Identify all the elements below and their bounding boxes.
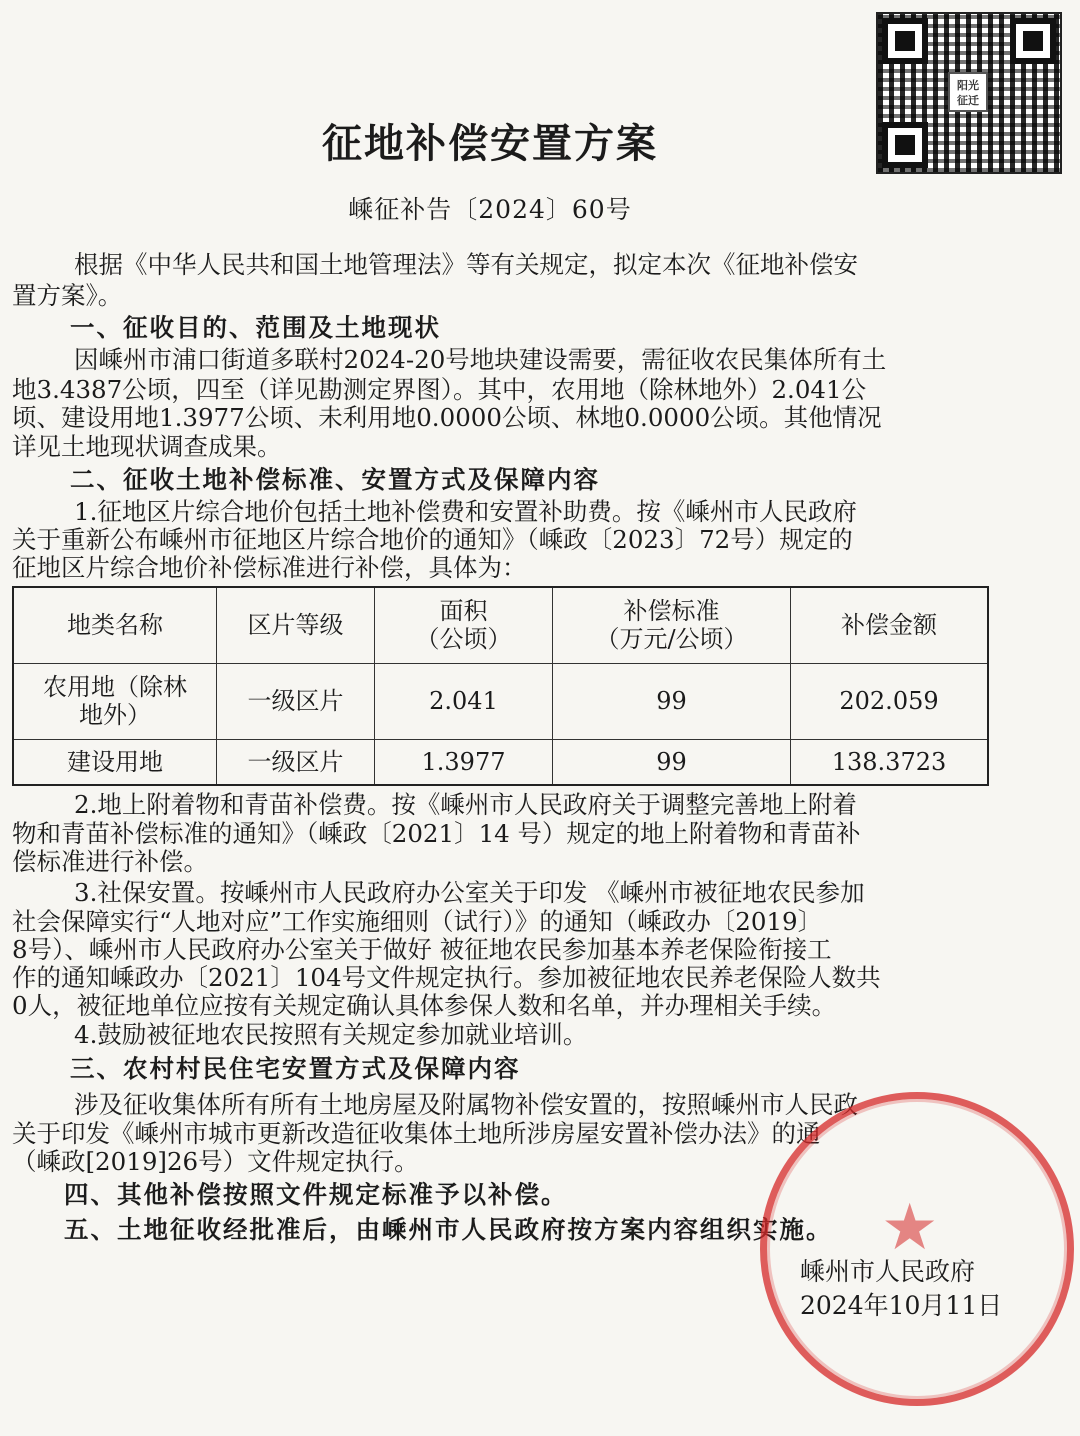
cell-standard: 99 [553, 739, 791, 785]
qr-finder-top-right [1010, 18, 1056, 64]
section4-line: 四、其他补偿按照文件规定标准予以补偿。 [64, 1180, 568, 1209]
section3-heading: 三、农村村民住宅安置方式及保障内容 [70, 1054, 521, 1083]
intro-line-1: 根据《中华人民共和国土地管理法》等有关规定，拟定本次《征地补偿安 [74, 250, 858, 279]
section5-line: 五、土地征收经批准后，由嵊州市人民政府按方案内容组织实施。 [64, 1215, 833, 1244]
header-zone-grade: 区片等级 [217, 587, 375, 663]
section2-heading: 二、征收土地补偿标准、安置方式及保障内容 [70, 465, 600, 494]
section2-p3-line-4: 作的通知嵊政办〔2021〕104号文件规定执行。参加被征地农民养老保险人数共 [12, 963, 881, 992]
cell-land-type: 农用地（除林 地外） [13, 663, 217, 739]
signature-date: 2024年10月11日 [800, 1291, 1003, 1320]
signature-org: 嵊州市人民政府 [800, 1257, 976, 1286]
official-seal [760, 1092, 1074, 1406]
header-standard: 补偿标准 （万元/公顷） [553, 587, 791, 663]
section2-p3-line-2: 社会保障实行“人地对应”工作实施细则（试行）》的通知（嵊政办〔2019〕 [12, 907, 823, 936]
cell-grade: 一级区片 [217, 739, 375, 785]
qr-logo-text-2: 征迁 [957, 94, 979, 107]
qr-logo-text-1: 阳光 [957, 79, 979, 92]
header-area: 面积 （公顷） [375, 587, 553, 663]
section3-line-3: （嵊政[2019]26号）文件规定执行。 [12, 1147, 419, 1176]
section2-p3-line-5: 0人，被征地单位应按有关规定确认具体参保人数和名单，并办理相关手续。 [12, 991, 837, 1020]
document-title: 征地补偿安置方案 [322, 120, 658, 167]
section2-p2-line-3: 偿标准进行补偿。 [12, 847, 208, 876]
section2-p1-line-2: 关于重新公布嵊州市征地区片综合地价的通知》（嵊政〔2023〕72号）规定的 [12, 525, 853, 554]
seal-star-icon: ★ [881, 1191, 939, 1265]
cell-standard: 99 [553, 663, 791, 739]
table-header-row [13, 587, 988, 663]
section2-p1-line-3: 征地区片综合地价补偿标准进行补偿，具体为： [12, 553, 527, 582]
document-number: 嵊征补告〔2024〕60号 [348, 195, 632, 224]
section2-p3-line-3: 8号）、嵊州市人民政府办公室关于做好 被征地农民参加基本养老保险衔接工 [12, 935, 832, 964]
table-row [13, 663, 988, 739]
intro-line-2: 置方案》。 [12, 281, 123, 310]
header-amount: 补偿金额 [791, 587, 989, 663]
cell-amount: 138.3723 [791, 739, 989, 785]
qr-finder-top-left [882, 18, 928, 64]
cell-amount: 202.059 [791, 663, 989, 739]
section2-p2-line-2: 物和青苗补偿标准的通知》（嵊政〔2021〕14 号）规定的地上附着物和青苗补 [12, 819, 861, 848]
section1-line-4: 详见土地现状调查成果。 [12, 432, 282, 461]
qr-logo [948, 72, 988, 112]
section1-line-1: 因嵊州市浦口街道多联村2024-20号地块建设需要，需征收农民集体所有土 [74, 345, 887, 374]
section2-p2-line-1: 2.地上附着物和青苗补偿费。按《嵊州市人民政府关于调整完善地上附着 [74, 790, 857, 819]
header-land-type: 地类名称 [13, 587, 217, 663]
cell-grade: 一级区片 [217, 663, 375, 739]
compensation-table [12, 586, 989, 786]
section2-p1-line-1: 1.征地区片综合地价包括土地补偿费和安置补助费。按《嵊州市人民政府 [74, 497, 857, 526]
section3-line-1: 涉及征收集体所有所有土地房屋及附属物补偿安置的，按照嵊州市人民政 [74, 1090, 858, 1119]
section1-heading: 一、征收目的、范围及土地现状 [70, 313, 441, 342]
section1-line-3: 顷、建设用地1.3977公顷、未利用地0.0000公顷、林地0.0000公顷。其他情况 [12, 403, 882, 432]
table-row [13, 739, 988, 785]
section1-line-2: 地3.4387公顷，四至（详见勘测定界图）。其中，农用地（除林地外）2.041公 [12, 375, 867, 404]
cell-area: 1.3977 [375, 739, 553, 785]
cell-land-type: 建设用地 [13, 739, 217, 785]
cell-area: 2.041 [375, 663, 553, 739]
section2-p3-line-1: 3.社保安置。按嵊州市人民政府办公室关于印发 《嵊州市被征地农民参加 [74, 878, 865, 907]
section2-p4: 4.鼓励被征地农民按照有关规定参加就业培训。 [74, 1020, 588, 1049]
section3-line-2: 关于印发《嵊州市城市更新改造征收集体土地所涉房屋安置补偿办法》的通 [12, 1119, 821, 1148]
